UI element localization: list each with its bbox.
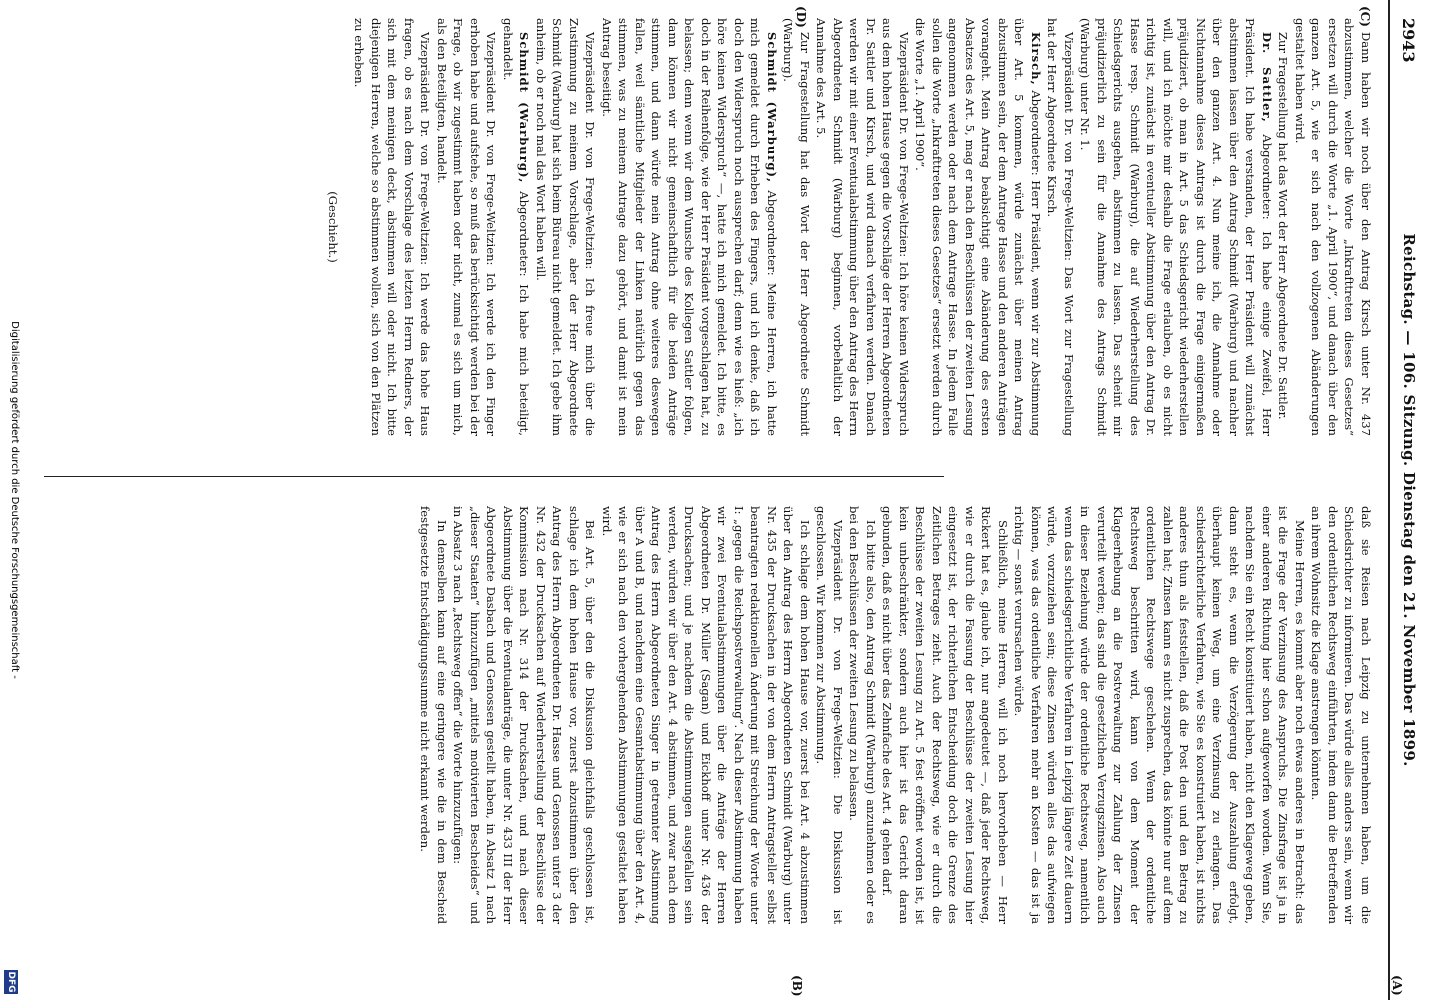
- paragraph: daß sie Reisen nach Leipzig zu unternehmen haben, um die Schiedsrichter zu informieren. Das würde alles anders sein, wenn wir den ordentlichen Rechtsweg einführten, indem dann die Betreffenden an ihrem Wohnsitz die Klage anstrengen könnten.: [1309, 506, 1373, 924]
- speech-text: Abgeordneter: Ich habe mich beteiligt, gehandelt.: [501, 18, 532, 436]
- paragraph: Vizepräsident Dr. von Frege-Weltzien: Ich freue mich über die Zustimmung zu meinem Vorschlage, aber der Herr Abgeordnete Schmidt (Warburg) hat sich beim Büreau nicht gemeldet. Ich gebe ihm anheim, ob er noch mal das Wort haben will.: [534, 18, 598, 436]
- margin-marker-c: (C): [1358, 6, 1372, 27]
- paragraph: Zur Fragestellung hat das Wort der Herr Abgeordnete Dr. Sattler.: [1276, 32, 1291, 420]
- paragraph: Vizepräsident Dr. von Frege-Weltzien: Ich werde das hohe Haus fragen, ob es nach dem Vorschlage des letzten Herrn Redners, der sich mit dem meinigen deckt, abstimmen will oder nicht. Ich bitte diejenigen Herren, welche so abstimmen wollen, sich von den Plätzen zu erheben.: [352, 18, 433, 436]
- paragraph: [500, 18, 533, 436]
- paragraph: Meine Herren, es kommt aber noch etwas anderes in Betracht: das ist die Frage der Verzinsung des Anspruchs. Die Zinsfrage ist ja in einer anderen Richtung hier schon aufgeworfen worden. Wenn Sie, nachdem Sie ein Recht konstituiert haben, nicht den Klageweg geben, dann steht es, wenn die Verzögerung der Auszahlung erfolgt, überhaupt keinen Weg, um eine Verzinsung zu erlangen. Das schiedsrichterliche Verfahren, wie Sie es konstruiert haben, ist nichts anderes thun als feststellen, daß die Post den und den Betrag zu zahlen hat; Zinsen kann es nicht zusprechen, das könnte nur auf dem ordentlichen Rechtswege geschehen. Wenn der ordentliche Rechtsweg beschritten wird, kann von dem Moment der Klageerhebung an die Postverwaltung zur Zahlung der Zinsen verurteilt werden; das sind die gesetzlichen Verzugszinsen. Also auch in dieser Beziehung würde der ordentliche Rechtsweg, namentlich wenn das schiedsgerichtliche Verfahren in Leipzig längere Zeit dauern würde, vorzuziehen sein; diese Zinsen würden alles das aufwiegen können, was das ordentliche Verfahren mehr an Kosten — das ist ja richtig — sonst verursachen würde.: [1012, 506, 1307, 924]
- stage-direction: (Geschieht.): [326, 191, 340, 263]
- speaker-name: Schmidt (Warburg),: [517, 32, 532, 184]
- paragraph: Bei Art. 5, über den die Diskussion gleichfalls geschlossen ist, schlage ich dem hohen Hause vor, zuerst abzustimmen über den Antrag des Herrn Abgeordneten Dr. Hasse und Genossen unter 3 der Nr. 432 der Drucksachen auf Wiederherstellung der Beschlüsse der Kommission nach Nr. 314 der Drucksachen, und nach dieser Abstimmung über die Eventualanträge, die unter Nr. 433 III der Herr Abgeordnete Dasbach und Genossen gestellt haben, in Absatz 1 nach „dieser Staaten“ hinzuzufügen „mittels motivierten Bescheides“ und in Absatz 3 nach „Rechtsweg offen“ die Worte hinzuzufügen:: [451, 506, 598, 924]
- speech-text: Abgeordneter: Ich habe einige Zweifel, Herr Präsident. Ich habe verstanden, der Herr Präsident will zunächst abstimmen lassen über den Antrag Schmidt (Warburg) und nachher über den ganzen Art. 4. Nun meine ich, die Annahme oder Nichtannahme dieses Antrags ist durch die Frage einigermaßen präjudiziert, ob man in Art. 5 das Schiedsgericht wiederherstellen will, und ich möchte mir deshalb die Frage erlauben, ob es nicht richtig ist, zunächst in eventueller Abstimmung über den Antrag Dr. Hasse resp. Schmidt (Warburg), die auf Wiederherstellung des Schiedsgerichts ausgehen, abstimmen zu lassen. Das scheint mir präjudizierlich zu sein für die Annahme des Antrags Schmidt (Warburg) unter Nr. 1.: [1078, 18, 1274, 436]
- paragraph: Vizepräsident Dr. von Frege-Weltzien: Ich höre keinen Widerspruch aus dem hohen Hause gegen die Vorschläge der Herren Abgeordneten Dr. Sattler und Kirsch, und wird danach verfahren werden. Danach werden wir mit einer Eventualabstimmung über den Antrag des Herrn Abgeordneten Schmidt (Warburg) beginnen, vorbehaltlich der Annahme des Art. 5.: [814, 18, 911, 436]
- column-divider: [44, 476, 944, 477]
- paragraph: [1077, 18, 1275, 436]
- paragraph: Dann haben wir noch über den Antrag Kirsch unter Nr. 437 abzustimmen, welcher die Worte „Inkrafttreten dieses Gesetzes“ ersetzen will durch die Worte „1. April 1900“, und danach über den ganzen Art. 5, wie er sich nach den vollzogenen Abänderungen gestaltet haben wird.: [1293, 18, 1373, 436]
- paragraph: [599, 18, 781, 436]
- paragraph: Vizepräsident Dr. von Frege-Weltzien: Die Diskussion ist geschlossen. Wir kommen zur Abstimmung.: [814, 506, 845, 924]
- speech-text: Abgeordneter: Meine Herren, ich hatte mich gemeldet durch Erheben des Fingers, und ich denke, daß ich doch den Widerspruch noch aussprechen darf; denn wie es hieß: „ich höre keinen Widerspruch“ —, hatte ich mich gemeldet. Ich bitte, es doch in der Reihenfolge, wie der Herr Präsident vorgeschlagen hat, zu belassen; denn wenn wir dem Wunsche des Kollegen Sattler folgen, dann können wir nicht gemeinschaftlich für die beiden Anträge stimmen, und dann würde mein Antrag ohne weiteres deswegen fallen, weil sämtliche Mitglieder der Linken natürlich gegen das stimmen, was zu meinem Antrage dazu gehört, und damit ist mein Antrag beseitigt.: [600, 18, 779, 436]
- text-column-right: [74, 506, 1374, 924]
- page-title: Reichstag. — 106. Sitzung. Dienstag den 21. November 1899.: [1400, 233, 1418, 767]
- speaker-name: Schmidt (Warburg),: [765, 32, 779, 184]
- paragraph: [912, 18, 1044, 436]
- paragraph: Vizepräsident Dr. von Frege-Weltzien: Ich werde ich den Finger erhoben habe und aufstehe, so muß das berücksichtigt werden bei der Frage, ob wir zugestimmt haben oder nicht, zumal es sich um mich, als den Beteiligten, handelt.: [435, 18, 499, 436]
- paragraph: Zur Fragestellung hat das Wort der Herr Abgeordnete Schmidt (Warburg).: [781, 18, 812, 436]
- speaker-name: Kirsch,: [1029, 32, 1043, 86]
- page-header: [1388, 0, 1434, 1000]
- text-column-left: [74, 18, 1374, 436]
- margin-marker-b: (B): [790, 975, 804, 997]
- margin-marker-a: (A): [1390, 975, 1404, 996]
- digitization-footer: [6, 0, 20, 1000]
- paragraph: Ich schlage dem hohen Hause vor, zuerst bei Art. 4 abzustimmen über den Antrag des Herrn Abgeordneten Schmidt (Warburg) unter Nr. 435 der Drucksachen in der von dem Herrn Antragsteller selbst beantragten redaktionellen Änderung mit Streichung der Worte unter I: „gegen die Reichspostverwaltung“. Nach dieser Abstimmung haben wir zwei Eventualabstimmungen über die Anträge der Herren Abgeordneten Dr. Müller (Sagan) und Eickhoff unter Nr. 436 der Drucksachen; und je nachdem die Abstimmungen ausgefallen sein werden, würden wir über den Art. 4 abstimmen, und zwar nach dem Antrag des Herrn Abgeordneten Singer in getrennter Abstimmung über A und B, und nachdem eine Gesamtabstimmung über den Art. 4, wie er sich nach den vorhergehenden Abstimmungen gestaltet haben wird.: [600, 506, 812, 924]
- footer-text: Digitalisierung gefördert durch die Deutsche Forschungsgemeinschaft -: [9, 321, 20, 679]
- speaker-name: Dr. Sattler,: [1260, 32, 1274, 123]
- speech-text: Abgeordneter: Herr Präsident, wenn wir zur Abstimmung über Art. 5 kommen, würde zunächst über meinen Antrag abzustimmen sein, der dem Antrage Hasse und den anderen Anträgen vorangeht. Mein Antrag beabsichtigt eine Abänderung des ersten Absatzes des Art. 5, mag er nach den Beschlüssen der zweiten Lesung angenommen werden oder nach dem Antrage Hasse. In jedem Falle sollen die Worte „Inkrafttreten dieses Gesetzes“ ersetzt werden durch die Worte „1. April 1900“.: [913, 18, 1043, 436]
- paragraph: In demselben kann auf eine geringere wie die in dem Bescheid festgesetzte Entschädigungssumme nicht erkannt werden.: [418, 506, 449, 924]
- paragraph: Schließlich, meine Herren, will ich noch hervorheben — Herr Rickert hat es, glaube ich, nur angedeutet —, daß jeder Rechtsweg, wie er durch die Fassung der Beschlüsse der zweiten Lesung hier eingesetzt ist, der richterlichen Entscheidung doch die Grenze des Zeitlichen Betrages zieht. Auch der Rechtsweg, wie er durch die Beschlüsse der zweiten Lesung zu Art. 5 fest eröffnet worden ist, ist kein unbeschränkter, sondern auch hier ist das Gericht daran gebunden, daß es nicht über das Zehnfache des Art. 4 gehen darf.: [880, 506, 1010, 924]
- paragraph: Ich bitte also, den Antrag Schmidt (Warburg) anzunehmen oder es bei den Beschlüssen der zweiten Lesung zu belassen.: [847, 506, 878, 924]
- page-number: 2943: [1399, 18, 1418, 63]
- paragraph: Vizepräsident Dr. von Frege-Weltzien: Das Wort zur Fragestellung hat der Herr Abgeordnete Kirsch.: [1045, 18, 1076, 436]
- dfg-logo: DFG: [6, 971, 16, 993]
- margin-marker-d: (D): [794, 6, 808, 28]
